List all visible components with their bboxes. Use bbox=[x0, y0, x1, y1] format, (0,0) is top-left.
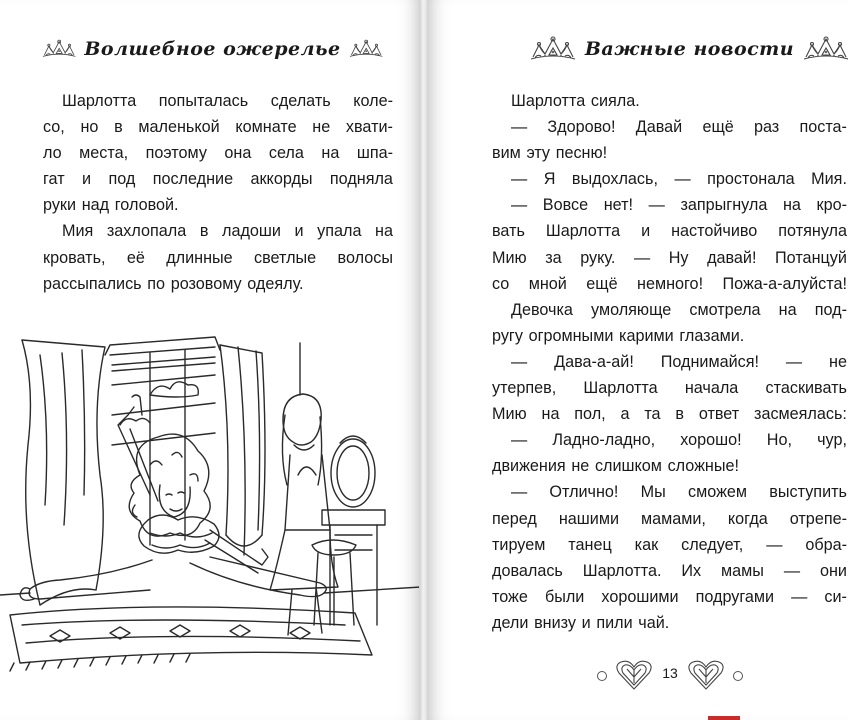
text-line: перед нашими мамами, когда отрепе- bbox=[492, 509, 847, 528]
tiara-icon bbox=[800, 35, 848, 63]
heart-icon bbox=[687, 659, 725, 691]
text-line: — Дава-а-ай! Поднимайся! — не bbox=[511, 352, 847, 371]
right-body-text bbox=[492, 88, 847, 636]
text-line: — Я выдохлась, — простонала Мия. bbox=[511, 170, 847, 189]
text-line: Шарлотта попыталась сделать коле- bbox=[62, 92, 393, 110]
text-line: довалась Шарлотта. Их мамы — они bbox=[492, 561, 847, 580]
text-line: со, но в маленькой комнате не хвати- bbox=[43, 118, 393, 137]
text-line: со мной ещё немного! Пожа-а-алуйста! bbox=[492, 274, 847, 293]
text-line: Девочка умоляюще смотрела на под- bbox=[511, 300, 847, 319]
left-body-text bbox=[43, 88, 393, 297]
text-line: тируем танец как следует, — обра- bbox=[492, 535, 847, 554]
text-line: Мию за руку. — Ну давай! Потанцуй bbox=[492, 248, 847, 267]
text-line: — Здорово! Давай ещё раз поста- bbox=[511, 118, 847, 137]
text-line: утерпев, Шарлотта начала стаскивать bbox=[492, 379, 847, 398]
text-line: дели внизу и пили чай. bbox=[492, 613, 670, 632]
text-line: ругу огромными карими глазами. bbox=[492, 326, 745, 345]
dot-ornament bbox=[733, 671, 743, 681]
text-line: Мия захлопала в ладоши и упала на bbox=[62, 222, 393, 241]
text-line: рассыпались по розовому одеялу. bbox=[43, 274, 304, 293]
text-line: — Отлично! Мы сможем выступить bbox=[511, 483, 847, 502]
left-page bbox=[0, 0, 421, 720]
text-line: тоже были хорошими подругами — си- bbox=[492, 587, 847, 606]
text-line: — Вовсе нет! — запрыгнула на кро- bbox=[511, 196, 847, 215]
text-line: Шарлотта сияла. bbox=[511, 92, 640, 110]
text-line: — Ладно-ладно, хорошо! Но, чур, bbox=[511, 431, 847, 450]
edge-mark bbox=[708, 716, 740, 720]
illustration-girls-dancing bbox=[0, 325, 421, 720]
text-line: вать Шарлотта и настойчиво потянула bbox=[492, 222, 847, 241]
tiara-icon bbox=[40, 35, 78, 63]
tiara-icon bbox=[347, 35, 385, 63]
page-footer bbox=[595, 655, 745, 695]
text-line: кровать, её длинные светлые волосы bbox=[43, 248, 393, 267]
left-running-header bbox=[40, 32, 385, 66]
right-header-title: Важные новости bbox=[584, 38, 795, 60]
tiara-icon bbox=[527, 35, 579, 63]
text-line: движения не слишком сложные! bbox=[492, 457, 740, 476]
text-line: руки над головой. bbox=[43, 196, 179, 215]
right-running-header bbox=[517, 32, 848, 66]
text-line: гат и под последние аккорды подняла bbox=[43, 170, 393, 189]
heart-icon bbox=[615, 659, 653, 691]
text-line: вим эту песню! bbox=[492, 144, 608, 163]
dot-ornament bbox=[597, 671, 607, 681]
page-number: 13 bbox=[662, 665, 678, 681]
right-page bbox=[427, 0, 848, 720]
left-header-title: Волшебное ожерелье bbox=[84, 38, 341, 60]
text-line: ло места, поэтому она села на шпа- bbox=[43, 144, 393, 163]
text-line: Мию на пол, а та в ответ засмеялась: bbox=[492, 405, 847, 424]
